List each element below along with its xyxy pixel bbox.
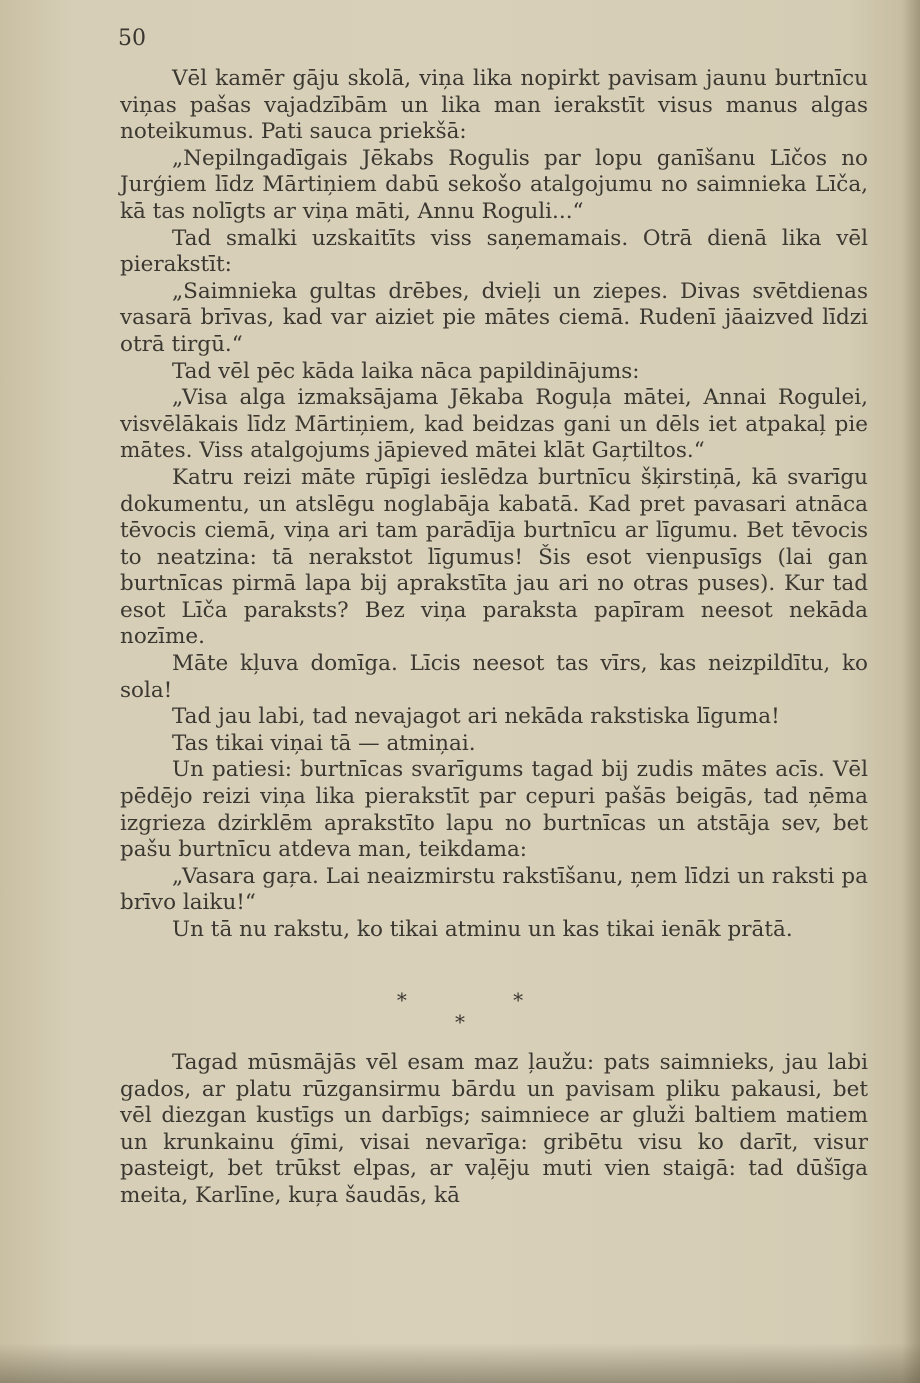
- paragraph: Tad vēl pēc kāda laika nāca papildinājums:: [172, 358, 640, 384]
- body-text-continued: [120, 1050, 868, 1210]
- page-number: 50: [118, 26, 146, 51]
- paragraph: „Nepilngadīgais Jēkabs Rogulis par lopu ganīšanu Līčos no Jurģiem līdz Mārtiņiem dabū sekošo atalgojumu no saimnieka Līča, kā tas nolīgts ar viņa māti, Annu Roguli...“: [120, 145, 868, 224]
- paragraph: „Visa alga izmaksājama Jēkaba Roguļa mātei, Annai Rogulei, visvēlākais līdz Mārtiņiem, kad beidzas gani un dēls iet atpakaļ pie mātes. Viss atalgojums jāpieved mātei klāt Gaŗtiltos.“: [120, 385, 868, 464]
- section-separator-bottom: [0, 1010, 920, 1034]
- paragraph: Tad jau labi, tad nevajagot ari nekāda rakstiska līguma!: [172, 704, 780, 730]
- paragraph: Tad smalki uzskaitīts viss saņemamais. Otrā dienā lika vēl pierakstīt:: [120, 225, 868, 278]
- paragraph: Katru reizi māte rūpīgi ieslēdza burtnīcu šķirstiņā, kā svarīgu dokumentu, un atslēgu noglabāja kabatā. Kad pret pavasari atnāca tēvocis ciemā, viņa ari tam parādīja burtnīcu ar līgumu. Bet tēvocis to neatzina: tā nerakstot līgumus! Šis esot vienpusīgs (lai gan burtnīcas pirmā lapa bij aprakstīta jau ari no otras puses). Kur tad esot Līča paraksts? Bez viņa paraksta papīram neesot nekāda nozīme.: [120, 464, 868, 650]
- paragraph: Tagad mūsmājās vēl esam maz ļaužu: pats saimnieks, jau labi gados, ar platu rūzgansirmu bārdu un pavisam pliku pakausi, bet vēl diezgan kustīgs un darbīgs; saimniece ar gluži baltiem matiem un krunkainu ģīmi, visai nevarīga: gribētu visu ko darīt, visur pasteigt, bet trūkst elpas, ar vaļēju muti vien staigā: tad dūšīga meita, Karlīne, kuŗa šaudās, kā: [120, 1050, 868, 1208]
- body-text: [120, 66, 868, 944]
- paragraph: Vēl kamēr gāju skolā, viņa lika nopirkt pavisam jaunu burtnīcu viņas pašas vajadzībām un lika man ierakstīt visus manus algas noteikumus. Pati sauca priekšā:: [120, 66, 868, 145]
- paragraph: „Saimnieka gultas drēbes, dvieļi un ziepes. Divas svētdienas vasarā brīvas, kad var aiziet pie mātes ciemā. Rudenī jāaizved līdzi otrā tirgū.“: [120, 278, 868, 357]
- paragraph: Un patiesi: burtnīcas svarīgums tagad bij zudis mātes acīs. Vēl pēdējo reizi viņa lika pierakstīt par cepuri pašās beigās, tad ņēma izgrieza dzirklēm aprakstīto lapu no burtnīcas un atstāja sev, bet pašu burtnīcu atdeva man, teikdama:: [120, 757, 868, 863]
- separator-star: *: [396, 988, 407, 1012]
- page-edge-shadow: [902, 0, 920, 1383]
- page-bottom-shadow: [0, 1343, 920, 1383]
- paragraph: Māte kļuva domīga. Līcis neesot tas vīrs, kas neizpildītu, ko sola!: [120, 651, 868, 703]
- separator-star: *: [513, 988, 524, 1012]
- section-separator: [0, 988, 920, 1012]
- paragraph: „Vasara gaŗa. Lai neaizmirstu rakstīšanu, ņem līdzi un raksti pa brīvo laiku!“: [120, 863, 868, 916]
- separator-star: *: [455, 1010, 465, 1034]
- paragraph: Tas tikai viņai tā — atmiņai.: [172, 730, 476, 756]
- paragraph: Un tā nu rakstu, ko tikai atminu un kas tikai ienāk prātā.: [172, 917, 793, 942]
